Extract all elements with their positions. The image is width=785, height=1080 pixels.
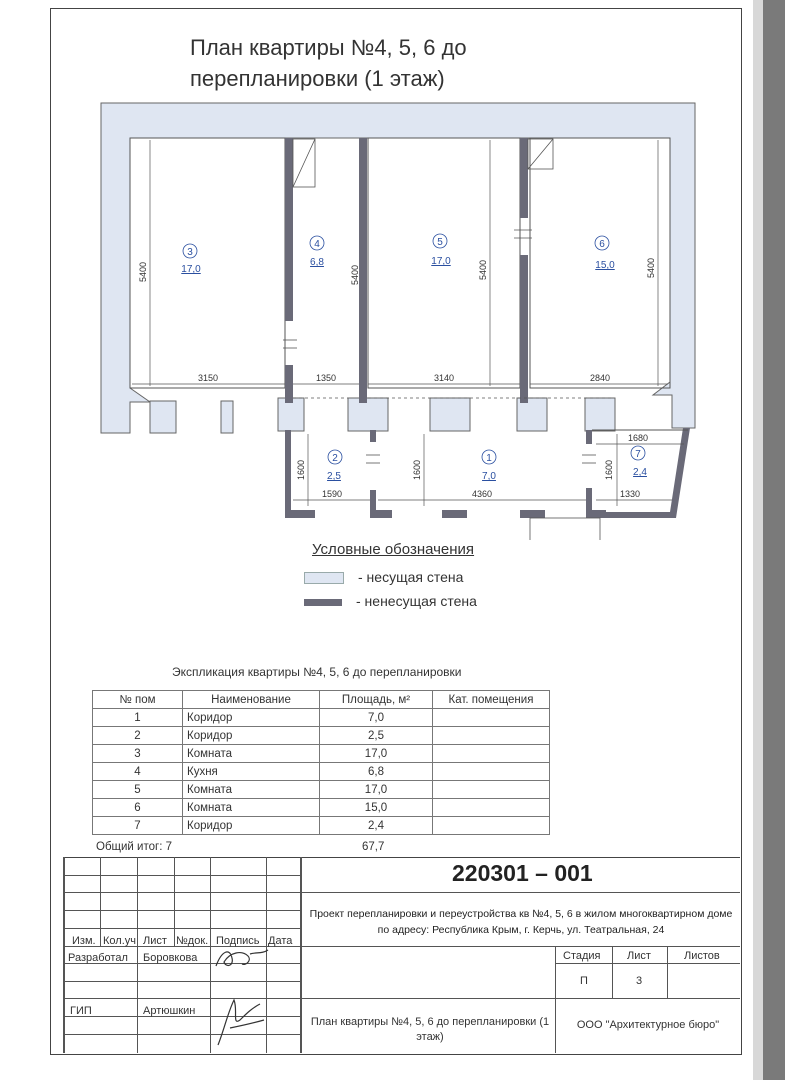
- stamp-line: [63, 910, 300, 911]
- legend-title: Условные обозначения: [312, 541, 475, 558]
- plan-title-line2: перепланировки (1 этаж): [190, 66, 445, 91]
- room-area: 7,0: [482, 471, 496, 482]
- partition-wall: [285, 510, 315, 518]
- legend-non-load-bearing-label: - ненесущая стена: [356, 593, 477, 609]
- cell: 15,0: [320, 799, 433, 817]
- cell: 17,0: [320, 781, 433, 799]
- cell: 3: [93, 745, 183, 763]
- stamp-line: [174, 857, 175, 946]
- dim-label: 1350: [316, 373, 337, 383]
- dim-label: 4360: [472, 489, 493, 499]
- dim-label: 1330: [620, 489, 641, 499]
- stamp-line: [63, 892, 300, 893]
- stamp-line: [137, 857, 138, 1053]
- stage-label: Стадия: [563, 950, 601, 962]
- dim-label: 5400: [350, 264, 360, 285]
- dim-label: 5400: [646, 257, 656, 278]
- cell: Комната: [183, 799, 320, 817]
- partition-wall: [520, 255, 528, 403]
- cell: [433, 763, 550, 781]
- room-area: 2,4: [633, 467, 647, 478]
- signature-artyushkin: [210, 990, 270, 1050]
- partition-wall: [520, 510, 545, 518]
- dim-label: 1600: [604, 459, 614, 480]
- sheet-value: 3: [636, 975, 643, 987]
- sheet-label: Лист: [627, 950, 651, 962]
- room-area: 2,5: [327, 471, 341, 482]
- header-cell: Кат. помещения: [433, 691, 550, 709]
- non-load-bearing-swatch: [304, 599, 342, 606]
- cell: [433, 727, 550, 745]
- wall-block: [150, 401, 176, 433]
- explication-table: [92, 690, 550, 835]
- cell: 7: [93, 817, 183, 835]
- stamp-header-ndok: №док.: [176, 935, 209, 947]
- stamp-line: [300, 998, 555, 999]
- room-number: 1: [486, 453, 492, 464]
- load-bearing-swatch: [304, 572, 344, 584]
- cell: Коридор: [183, 727, 320, 745]
- legend-load-bearing-label: - несущая стена: [358, 569, 464, 585]
- table-row: [93, 745, 550, 763]
- developer-name: Боровкова: [143, 952, 198, 964]
- table-row: [93, 799, 550, 817]
- room-number: 4: [314, 239, 320, 250]
- total-value: 67,7: [362, 841, 385, 853]
- dim-label: 5400: [138, 261, 148, 282]
- dim-label: 1600: [412, 459, 422, 480]
- stamp-header-koluch: Кол.уч: [103, 935, 136, 947]
- cell: 4: [93, 763, 183, 781]
- cell: 17,0: [320, 745, 433, 763]
- stamp-line: [100, 857, 101, 946]
- staircase: [530, 518, 600, 540]
- partition-wall: [442, 510, 467, 518]
- room-area: 17,0: [181, 264, 201, 275]
- sheets-total-label: Листов: [684, 950, 720, 962]
- partition-wall: [285, 138, 293, 321]
- partition-wall: [370, 510, 392, 518]
- gip-label: ГИП: [70, 1005, 92, 1017]
- cell: [433, 781, 550, 799]
- wall-block: [348, 398, 388, 431]
- room-area: 6,8: [310, 257, 324, 268]
- stamp-line: [63, 981, 300, 982]
- room-area: 17,0: [431, 256, 451, 267]
- table-row: [93, 763, 550, 781]
- partition-wall: [586, 430, 592, 444]
- cell: 6,8: [320, 763, 433, 781]
- developer-label: Разработал: [68, 952, 128, 964]
- stamp-header-data: Дата: [268, 935, 293, 947]
- partition-wall: [359, 138, 367, 403]
- cell: 2: [93, 727, 183, 745]
- partition-wall: [285, 365, 293, 403]
- header-cell: Площадь, м²: [320, 691, 433, 709]
- room-number: 2: [332, 453, 338, 464]
- cell: [433, 745, 550, 763]
- explication-title: Экспликация квартиры №4, 5, 6 до перепланировки: [172, 665, 462, 679]
- partition-wall: [285, 430, 291, 518]
- cell: Коридор: [183, 709, 320, 727]
- cell: Комната: [183, 745, 320, 763]
- room-number: 5: [437, 237, 443, 248]
- company-name: ООО "Архитектурное бюро": [576, 1019, 720, 1031]
- total-label: Общий итог: 7: [96, 841, 172, 853]
- room-number: 3: [187, 247, 193, 258]
- partition-wall: [370, 430, 376, 442]
- partition-wall: [520, 138, 528, 218]
- table-header-row: [93, 691, 550, 709]
- dim-label: 2840: [590, 373, 611, 383]
- dim-label: 3150: [198, 373, 219, 383]
- stamp-line: [555, 998, 740, 999]
- document-code: 220301 – 001: [452, 860, 593, 886]
- cell: Кухня: [183, 763, 320, 781]
- dim-label: 1600: [296, 459, 306, 480]
- dim-label: 1680: [628, 433, 649, 443]
- wall-block: [221, 401, 233, 433]
- gip-name: Артюшкин: [143, 1005, 196, 1017]
- cell: 2,4: [320, 817, 433, 835]
- sheet-title: План квартиры №4, 5, 6 до перепланировки (1 этаж): [310, 1016, 550, 1043]
- cell: [433, 709, 550, 727]
- cell: [433, 799, 550, 817]
- stamp-line: [612, 946, 613, 998]
- cell: Комната: [183, 781, 320, 799]
- cell: 5: [93, 781, 183, 799]
- stamp-line: [667, 946, 668, 998]
- stamp-line: [300, 892, 740, 893]
- wall-block: [585, 398, 615, 431]
- room-area: 15,0: [595, 260, 615, 271]
- header-cell: № пом: [93, 691, 183, 709]
- legend-load-bearing: [304, 569, 463, 585]
- cell: 2,5: [320, 727, 433, 745]
- stamp-line: [555, 963, 740, 964]
- cell: 1: [93, 709, 183, 727]
- cell: 7,0: [320, 709, 433, 727]
- dim-label: 1590: [322, 489, 343, 499]
- stamp-line: [63, 928, 300, 929]
- header-cell: Наименование: [183, 691, 320, 709]
- table-row: [93, 817, 550, 835]
- stamp-line: [300, 857, 302, 1053]
- plan-title-line1: План квартиры №4, 5, 6 до: [190, 35, 467, 60]
- room-number: 7: [635, 449, 641, 460]
- stamp-line: [63, 875, 300, 876]
- cell: 6: [93, 799, 183, 817]
- wall-block: [430, 398, 470, 431]
- stamp-header-list: Лист: [143, 935, 167, 947]
- dim-label: 3140: [434, 373, 455, 383]
- stage-value: П: [580, 975, 588, 987]
- dim-label: 5400: [478, 259, 488, 280]
- project-description: Проект перепланировки и переустройства кв №4, 5, 6 в жилом многоквартирном доме по адресу: Республика Крым, г. Керчь, ул. Театральная, 24: [309, 908, 733, 936]
- room-number: 6: [599, 239, 605, 250]
- cell: Коридор: [183, 817, 320, 835]
- stamp-header-izm: Изм.: [72, 935, 96, 947]
- table-row: [93, 727, 550, 745]
- cell: [433, 817, 550, 835]
- legend-non-load-bearing: [304, 593, 477, 609]
- table-row: [93, 781, 550, 799]
- stamp-line: [63, 857, 65, 1053]
- stamp-header-podpis: Подпись: [216, 935, 260, 947]
- table-row: [93, 709, 550, 727]
- signature-borovkova: [212, 944, 272, 974]
- room-3-outline: [130, 138, 285, 388]
